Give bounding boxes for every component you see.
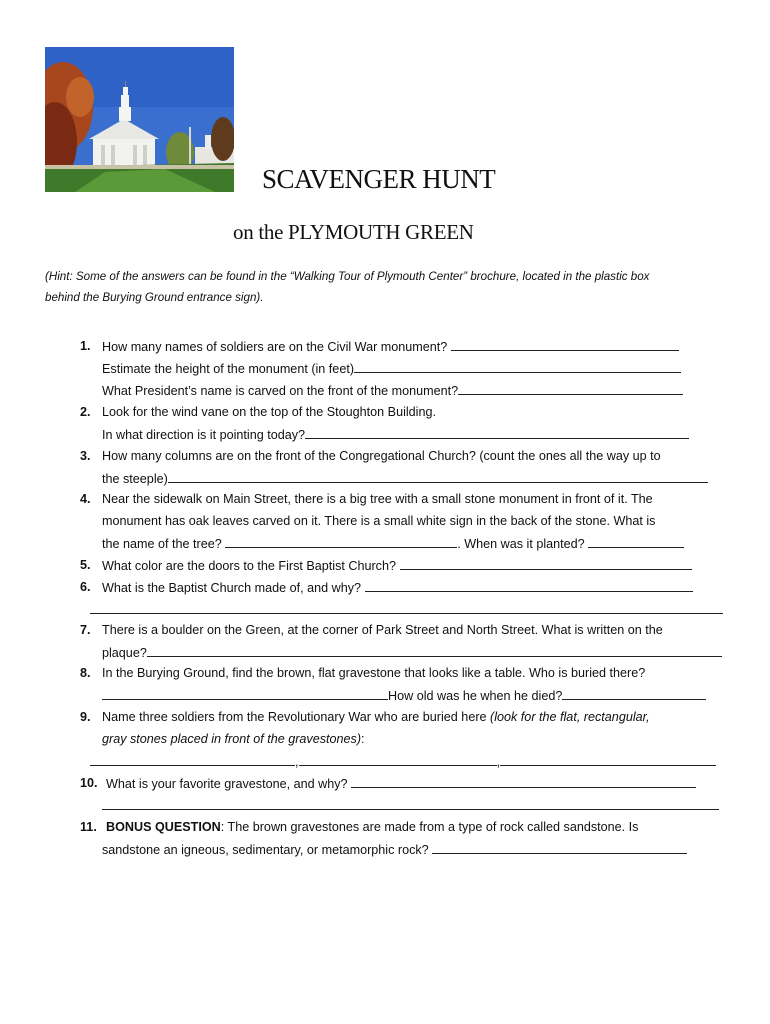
question-11-number: 11. <box>80 820 97 834</box>
question-9-sep-2: , <box>496 755 500 769</box>
question-4-line-1: Near the sidewalk on Main Street, there is a big tree with a small stone monument in front of it. The <box>102 492 653 506</box>
hint-line-1: (Hint: Some of the answers can be found in the “Walking Tour of Plymouth Center” brochure, located in the plastic box <box>45 270 650 283</box>
answer-blank-4b[interactable] <box>588 534 684 548</box>
answer-blank-8b[interactable] <box>562 686 706 700</box>
question-4d-text: . When was it planted? <box>457 537 585 551</box>
answer-blank-7[interactable] <box>147 643 722 657</box>
church-photo <box>45 47 234 192</box>
question-1c-text: What President’s name is carved on the front of the monument? <box>102 384 459 398</box>
question-11-line-2 <box>102 840 687 859</box>
question-3-line-1: How many columns are on the front of the Congregational Church? (count the ones all the way up to <box>102 449 661 463</box>
question-8-number: 8. <box>80 666 91 680</box>
answer-blank-10b[interactable] <box>102 809 719 810</box>
question-7b-text: plaque? <box>102 646 147 660</box>
question-4-line-3 <box>102 534 684 553</box>
church-image <box>45 47 234 192</box>
question-10-line-1 <box>106 774 696 793</box>
answer-blank-9a[interactable] <box>90 752 295 766</box>
question-11-line-1 <box>106 818 638 836</box>
question-4c-text: the name of the tree? <box>102 537 222 551</box>
answer-blank-1c[interactable] <box>458 381 683 395</box>
answer-blank-6b[interactable] <box>90 613 723 614</box>
bonus-label: BONUS QUESTION <box>106 820 221 834</box>
question-7-line-2 <box>102 643 722 662</box>
answer-blank-3[interactable] <box>168 469 708 483</box>
question-5-number: 5. <box>80 558 91 572</box>
question-8b-text: How old was he when he died? <box>388 689 563 703</box>
question-11-text: : The brown gravestones are made from a type of rock called sandstone. Is <box>220 820 639 834</box>
question-4-number: 4. <box>80 492 91 506</box>
question-8-line-1: In the Burying Ground, find the brown, flat gravestone that looks like a table. Who is buried there? <box>102 666 646 680</box>
question-1-line-1 <box>102 337 679 356</box>
question-6-number: 6. <box>80 580 91 594</box>
question-1-text: How many names of soldiers are on the Civil War monument? <box>102 340 448 354</box>
question-1-number: 1. <box>80 339 91 353</box>
question-3-number: 3. <box>80 449 91 463</box>
question-9-line-3 <box>90 752 716 771</box>
question-10-number: 10. <box>80 776 98 790</box>
question-9-text: Name three soldiers from the Revolutionary War who are buried here <box>102 710 487 724</box>
question-2b-text: In what direction is it pointing today? <box>102 428 306 442</box>
answer-blank-2[interactable] <box>305 425 689 439</box>
question-3-line-2 <box>102 469 708 488</box>
answer-blank-11[interactable] <box>432 840 687 854</box>
question-9-line-2 <box>102 730 365 748</box>
question-2-number: 2. <box>80 405 91 419</box>
question-8-line-2 <box>102 686 706 705</box>
question-9-line-1 <box>102 708 650 726</box>
question-9-number: 9. <box>80 710 91 724</box>
question-4-line-2: monument has oak leaves carved on it. There is a small white sign in the back of the stone. What is <box>102 514 656 528</box>
answer-blank-9b[interactable] <box>299 752 497 766</box>
question-5-line-1 <box>102 556 692 575</box>
answer-blank-1a[interactable] <box>451 337 679 351</box>
answer-blank-6a[interactable] <box>365 578 693 592</box>
question-9-italic-1: (look for the flat, rectangular, <box>490 710 650 724</box>
question-5-text: What color are the doors to the First Baptist Church? <box>102 559 396 573</box>
answer-blank-1b[interactable] <box>354 359 681 373</box>
question-7-line-1: There is a boulder on the Green, at the corner of Park Street and North Street. What is written on the <box>102 623 663 637</box>
question-2-line-2 <box>102 425 689 444</box>
question-9-colon: : <box>361 732 365 746</box>
question-11b-text: sandstone an igneous, sedimentary, or metamorphic rock? <box>102 843 429 857</box>
answer-blank-9c[interactable] <box>500 752 716 766</box>
question-10-text: What is your favorite gravestone, and why? <box>106 777 348 791</box>
question-9-sep-1: , <box>295 755 299 769</box>
answer-blank-5[interactable] <box>400 556 692 570</box>
page-title: SCAVENGER HUNT <box>262 164 496 194</box>
question-2-line-1: Look for the wind vane on the top of the Stoughton Building. <box>102 405 436 419</box>
answer-blank-4a[interactable] <box>225 534 457 548</box>
hint-text <box>45 266 735 308</box>
question-1b-text: Estimate the height of the monument (in feet) <box>102 362 355 376</box>
question-3b-text: the steeple) <box>102 472 168 486</box>
hint-line-2: behind the Burying Ground entrance sign). <box>45 291 264 304</box>
answer-blank-10a[interactable] <box>351 774 696 788</box>
question-6-text: What is the Baptist Church made of, and why? <box>102 581 362 595</box>
question-1-line-2 <box>102 359 681 378</box>
question-6-line-1 <box>102 578 693 597</box>
answer-blank-8a[interactable] <box>102 686 388 700</box>
question-7-number: 7. <box>80 623 91 637</box>
question-1-line-3 <box>102 381 683 400</box>
page-subtitle: on the PLYMOUTH GREEN <box>233 220 474 244</box>
question-9-italic-2: gray stones placed in front of the gravestones) <box>102 732 362 746</box>
